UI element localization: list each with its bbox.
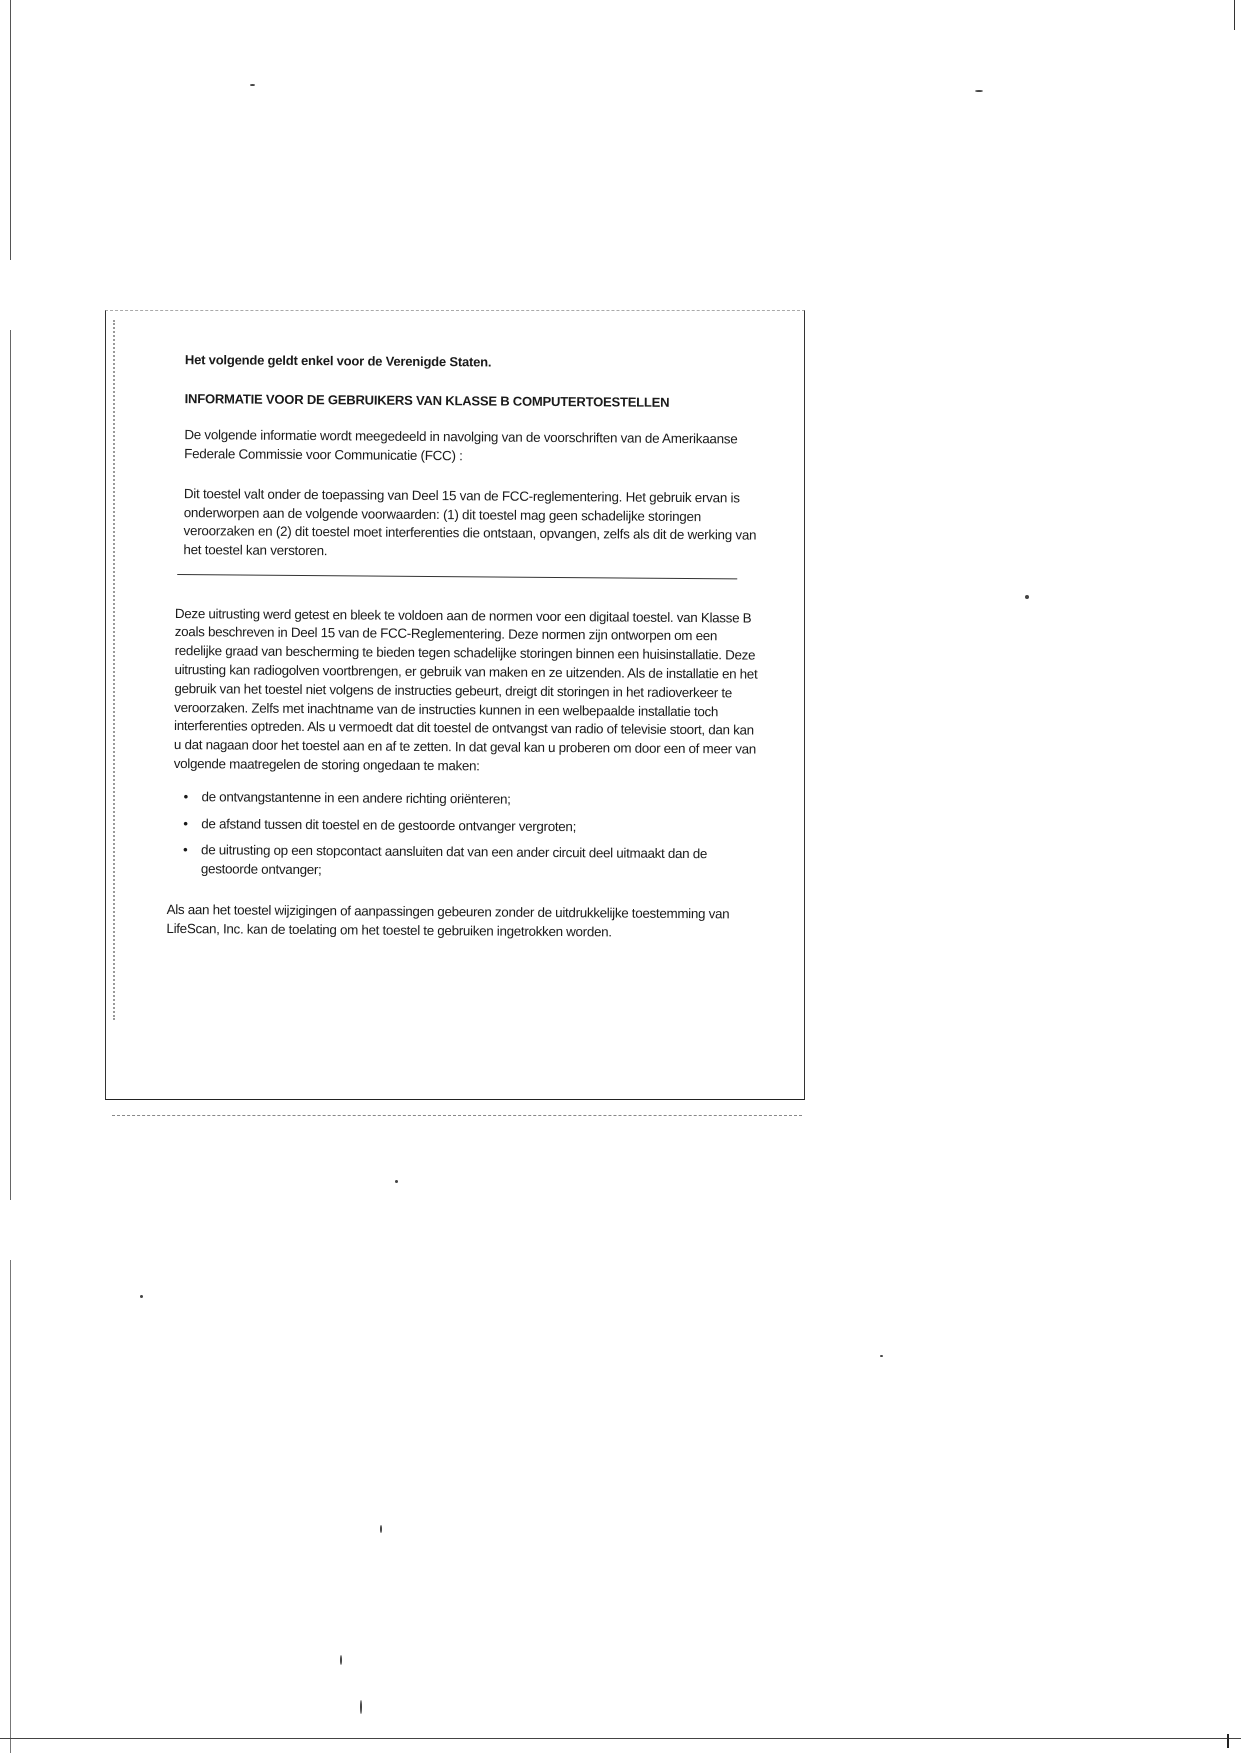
scan-speck — [340, 1655, 342, 1665]
scan-bottom-tick — [1227, 1734, 1229, 1748]
frame-left-dots — [113, 320, 115, 1020]
list-item-text: de afstand tussen dit toestel en de gestoorde ontvanger vergroten; — [201, 815, 577, 834]
list-item — [171, 841, 756, 883]
bullet-icon: • — [183, 815, 188, 831]
scan-speck — [880, 1355, 883, 1357]
measures-list — [171, 788, 757, 884]
scan-speck — [1025, 595, 1029, 599]
frame-shadow-line — [112, 1115, 802, 1116]
bullet-icon: • — [183, 788, 188, 804]
scan-speck — [380, 1525, 382, 1533]
scan-speck — [140, 1295, 143, 1298]
list-item-text: de ontvangstantenne in een andere richting oriënteren; — [201, 788, 511, 807]
paragraph-part15: Dit toestel valt onder de toepassing van Deel 15 van de FCC-reglementering. Het gebruik ervan is onderworpen aan de volgende voorwaarden: (1) dit toestel mag geen schadelijke storingen veroorzaken en (2) dit toestel moet interferenties die ontstaan, opvangen, zelfs als dit de werking van het toestel kan verstoren. — [183, 486, 757, 559]
scan-speck — [360, 1700, 362, 1714]
section-heading: INFORMATIE VOOR DE GEBRUIKERS VAN KLASSE B COMPUTERTOESTELLEN — [184, 391, 670, 410]
scan-edge-right — [1234, 0, 1235, 30]
paragraph-fcc-intro: De volgende informatie wordt meegedeeld in navolging van de voorschriften van de Amerikaanse Federale Commissie voor Communicatie (FCC) : — [184, 427, 738, 463]
divider — [177, 574, 737, 579]
paragraph-class-b: Deze uitrusting werd getest en bleek te voldoen aan de normen voor een digitaal toestel. van Klasse B zoals beschreven in Deel 15 van de FCC-Reglementering. Deze normen zijn ontworpen om een redelijke graad van bescherming te bieden tegen schadelijke storingen binnen een huisinstallatie. Deze uitrusting kan radiogolven voortbrengen, er gebruik van maken en ze uitzenden. Als de installatie en het gebruik van het toestel niet volgens de instructies gebeurt, dreigt dit storingen in het radioverkeer te veroorzaken. Zelfs met inachtname van de instructies kunnen in een welbepaalde installatie toch interferenties optreden. Als u vermoedt dat dit toestel de ontvangst van radio of televisie stoort, dan kan u dat nagaan door het toestel aan en af te zetten. In dat geval kan u proberen om door een of meer van volgende maatregelen de storing ongedaan te maken: — [173, 605, 758, 774]
bullet-icon: • — [183, 842, 188, 858]
list-item — [171, 788, 756, 811]
scan-speck — [250, 84, 255, 86]
scan-bottom-line — [0, 1738, 1241, 1739]
document-content — [166, 352, 760, 943]
scan-edge-left — [10, 0, 11, 1753]
paragraph-modifications: Als aan het toestel wijzigingen of aanpassingen gebeuren zonder de uitdrukkelijke toestemming van LifeScan, Inc. kan de toelating om het toestel te gebruiken ingetrokken worden. — [166, 901, 730, 940]
list-item — [171, 815, 756, 838]
scan-speck — [395, 1180, 398, 1183]
scan-speck — [975, 90, 983, 92]
intro-text: Het volgende geldt enkel voor de Verenigde Staten. — [184, 352, 492, 370]
list-item-text: de uitrusting op een stopcontact aansluiten dat van een ander circuit deel uitmaakt dan de gestoorde ontvanger; — [200, 842, 708, 878]
